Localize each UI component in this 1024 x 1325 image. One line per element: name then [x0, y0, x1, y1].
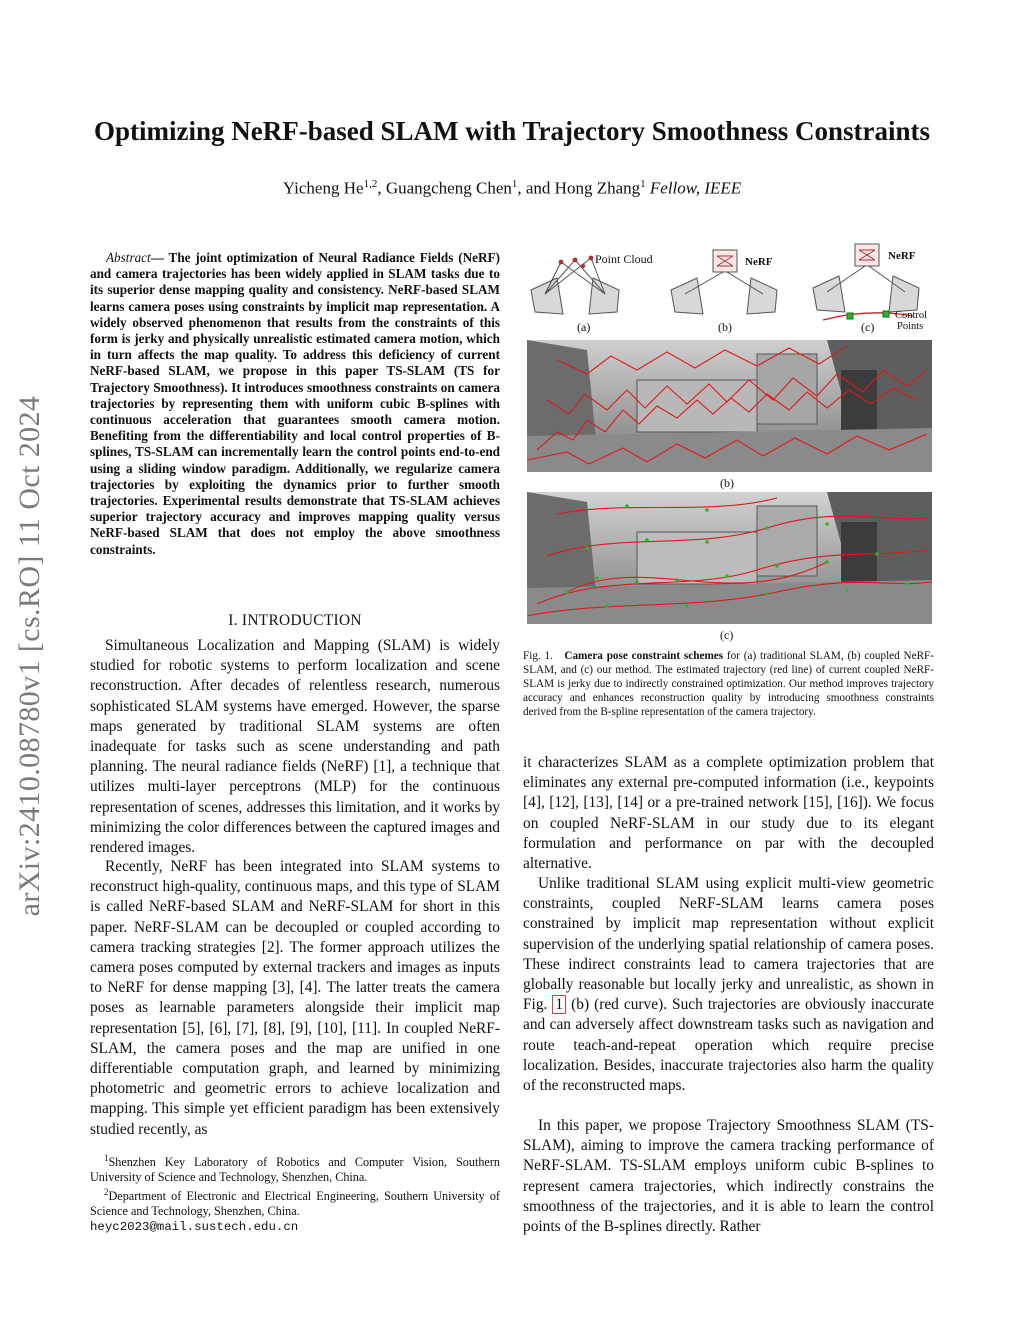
author-line: [60, 178, 964, 199]
point-cloud-dot-icon: [559, 260, 564, 265]
label-nerf-b: NeRF: [745, 256, 773, 268]
caption-fig-number: Fig. 1.: [523, 650, 553, 662]
label-point-cloud: Point Cloud: [595, 252, 653, 266]
caption-text: for (a) traditional SLAM, (b) coupled NeRF-SLAM, and (c) our method. The estimated trajectory (red line) of current coupled NeRF-SLAM is jerky due to indirectly constrained optimization. Our method improves trajectory accuracy and enhances reconstruction quality by introducing smoothness constraints derived from the B-spline representation of the camera trajectory.: [523, 650, 935, 718]
footnotes: [90, 1151, 500, 1235]
panel-b-label: (b): [720, 476, 734, 490]
footnote-2-text: Department of Electronic and Electrical Engineering, Southern University of Science and Technology, Shenzhen, China.: [90, 1189, 500, 1219]
intro-paragraph-1: Simultaneous Localization and Mapping (SLAM) is widely studied for robotic systems to perform localization and scene reconstruction. After decades of relentless research, numerous sophisticated SLAM systems have emerged. However, the sparse maps generated by traditional SLAM systems are often inadequate for tasks such as scene understanding and path planning. The neural radiance fields (NeRF) [1], a technique that utilizes multi-layer perceptrons (MLP) for the continuous representation of scenes, addresses this limitation, and it works by minimizing the color differences between the captured images and rendered images.: [90, 637, 500, 857]
label-b: (b): [718, 320, 732, 334]
author-email: heyc2023@mail.sustech.edu.cn: [90, 1220, 299, 1235]
footnote-2-mark: 2: [104, 1187, 109, 1198]
paper-title: Optimizing NeRF-based SLAM with Trajectory Smoothness Constraints: [94, 116, 930, 146]
intro-paragraph-2: Recently, NeRF has been integrated into SLAM systems to reconstruct high-quality, continuous maps, and this type of SLAM is called NeRF-based SLAM and NeRF-SLAM for short in this paper. NeRF-SLAM can be decoupled or coupled according to camera tracking strategies [2]. The former approach utilizes the camera poses computed by external trackers and images as inputs to NeRF for dense mapping [3], [4]. The latter treats the camera poses as learnable parameters alongside their implicit map representation [5], [6], [7], [8], [9], [10], [11]. In coupled NeRF-SLAM, the camera poses and the map are unified in one differentiable computation graph, and learned by minimizing photometric and geometric errors to achieve localization and mapping. This simple yet efficient paradigm has been extensively studied recently, as: [90, 858, 500, 1138]
body-paragraph-right-2: [523, 874, 934, 1096]
footnote-1: [90, 1151, 500, 1185]
label-a: (a): [577, 320, 591, 334]
paragraph-2-text-a: Unlike traditional SLAM using explicit multi-view geometric constraints, coupled NeRF-SLAM learns camera poses constrained by implicit map representation without explicit supervision of the underlying spatial relationship of camera poses. These indirect constraints lead to camera trajectories that are globally reasonable but locally jerky and unrealistic, as shown in Fig.: [523, 875, 934, 1014]
scene-render-c: [527, 492, 932, 624]
abstract-body: — The joint optimization of Neural Radiance Fields (NeRF) and camera trajectories has been widely applied in SLAM tasks due to its superior dense mapping quality and consistency. NeRF-based SLAM learns camera poses using constraints by implicit map representation. A widely observed phenomenon that results from the constraints of this form is jerky and physically unrealistic estimated camera motion, which in turn affects the map quality. To address this deficiency of current NeRF-based SLAM, we propose in this paper TS-SLAM (TS for Trajectory Smoothness). It introduces smoothness constraints on camera trajectories by representing them with uniform cubic B-splines with continuous acceleration that guarantees smooth camera motion. Benefiting from the differentiability and local control properties of B-splines, TS-SLAM can incrementally learn the control points end-to-end using a sliding window paradigm. Additionally, we regularize camera trajectories by exploiting the dynamics prior to further smooth trajectories. Experimental results demonstrate that TS-SLAM achieves superior trajectory accuracy and improves mapping quality versus NeRF-based SLAM that does not employ the above smoothness constraints.: [90, 250, 500, 557]
label-nerf-c: NeRF: [888, 250, 916, 262]
body-paragraph-right-1: it characterizes SLAM as a complete optimization problem that eliminates any external pre-computed information (i.e., keypoints [4], [12], [13], [14] or a pre-trained network [15], [16]). We focus on coupled NeRF-SLAM in our study due to its elegant formulation and performance on par with the decoupled alternative.: [523, 754, 934, 873]
author-1: Yicheng He: [282, 178, 364, 198]
footnote-email-line: [90, 1219, 500, 1235]
abstract: [90, 250, 500, 558]
abstract-lead: Abstract: [106, 250, 151, 265]
camera-frustum-icon: [889, 276, 919, 312]
author-3: , and Hong Zhang: [517, 178, 641, 198]
camera-frustum-icon: [813, 276, 845, 312]
author-1-affil: 1,2: [363, 178, 378, 190]
caption-title: Camera pose constraint schemes: [564, 650, 724, 662]
author-2-affil: 1: [511, 178, 518, 190]
camera-frustum-icon: [747, 278, 777, 314]
paragraph-2-text-b: (b) (red curve). Such trajectories are obviously inaccurate and can adversely affect downstream tasks such as navigation and route teach-and-repeat operation which require precise localization. Besides, inaccurate trajectories also harm the quality of the reconstructed maps.: [523, 996, 934, 1095]
label-points: Points: [897, 321, 924, 332]
scene-render-b: [527, 340, 932, 472]
author-2: , Guangcheng Chen: [377, 178, 512, 198]
reconstruction-panel-c: [527, 492, 932, 624]
label-c: (c): [861, 320, 875, 334]
figure-1: [523, 238, 934, 642]
camera-frustum-icon: [589, 278, 619, 314]
panel-c-label: (c): [720, 628, 734, 642]
body-paragraph-right-3: In this paper, we propose Trajectory Smoothness SLAM (TS-SLAM), aiming to improve the camera tracking performance of NeRF-SLAM. TS-SLAM employs uniform cubic B-splines to represent camera trajectories, which indirectly constrains the smoothness of the trajectories, and it is able to learn the control points of the B-splines directly. Rather: [523, 1117, 934, 1236]
figure-ref-link[interactable]: 1: [552, 995, 566, 1014]
footnote-1-text: Shenzhen Key Laboratory of Robotics and Computer Vision, Southern University of Science and Technology, Shenzhen, China.: [90, 1155, 500, 1185]
camera-frustum-icon: [671, 278, 703, 314]
section-heading-introduction: I. INTRODUCTION: [228, 612, 362, 629]
control-point-icon: [847, 313, 853, 319]
author-3-affil: 1: [640, 178, 646, 190]
footnote-2: [90, 1185, 500, 1219]
figure-caption: [523, 650, 934, 720]
author-3-note: Fellow, IEEE: [645, 178, 742, 198]
footnote-1-mark: 1: [104, 1153, 109, 1163]
label-control: Control: [895, 310, 928, 321]
control-point-icon: [883, 311, 889, 317]
arxiv-identifier: arXiv:2410.08780v1 [cs.RO] 11 Oct 2024: [13, 395, 46, 917]
reconstruction-panel-b: [527, 340, 932, 472]
